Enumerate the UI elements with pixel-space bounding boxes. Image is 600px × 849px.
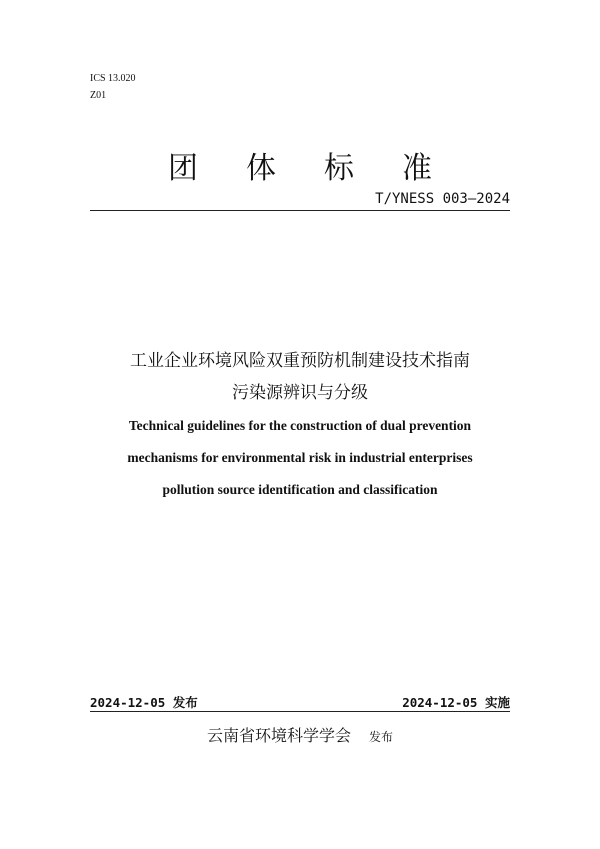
implementation-date: 2024-12-05 实施	[402, 695, 510, 710]
standard-type-char: 体	[246, 151, 276, 186]
title-en-line-1: Technical guidelines for the construction of dual prevention	[128, 418, 472, 433]
publisher-line	[0, 723, 600, 746]
footer-divider	[90, 711, 510, 712]
publisher-name: 云南省环境科学学会	[206, 726, 351, 745]
issue-date: 2024-12-05 发布	[90, 695, 198, 710]
standard-number: T/YNESS 003—2024	[375, 191, 510, 207]
standard-type-char: 标	[324, 151, 354, 186]
title-cn-line-2: 污染源辨识与分级	[232, 383, 368, 403]
title-en-line-3: pollution source identification and classification	[162, 482, 438, 497]
standard-type-heading	[90, 143, 510, 187]
header-divider	[90, 210, 510, 211]
title-cn-line-1: 工业企业环境风险双重预防机制建设技术指南	[130, 351, 470, 371]
title-en-line-2: mechanisms for environmental risk in industrial enterprises	[127, 450, 473, 465]
ccs-code: Z01	[90, 90, 107, 101]
ics-code: ICS 13.020	[90, 73, 136, 84]
standard-type-char: 团	[168, 151, 198, 186]
standard-type-char: 准	[402, 151, 432, 186]
publisher-suffix: 发布	[369, 730, 394, 744]
